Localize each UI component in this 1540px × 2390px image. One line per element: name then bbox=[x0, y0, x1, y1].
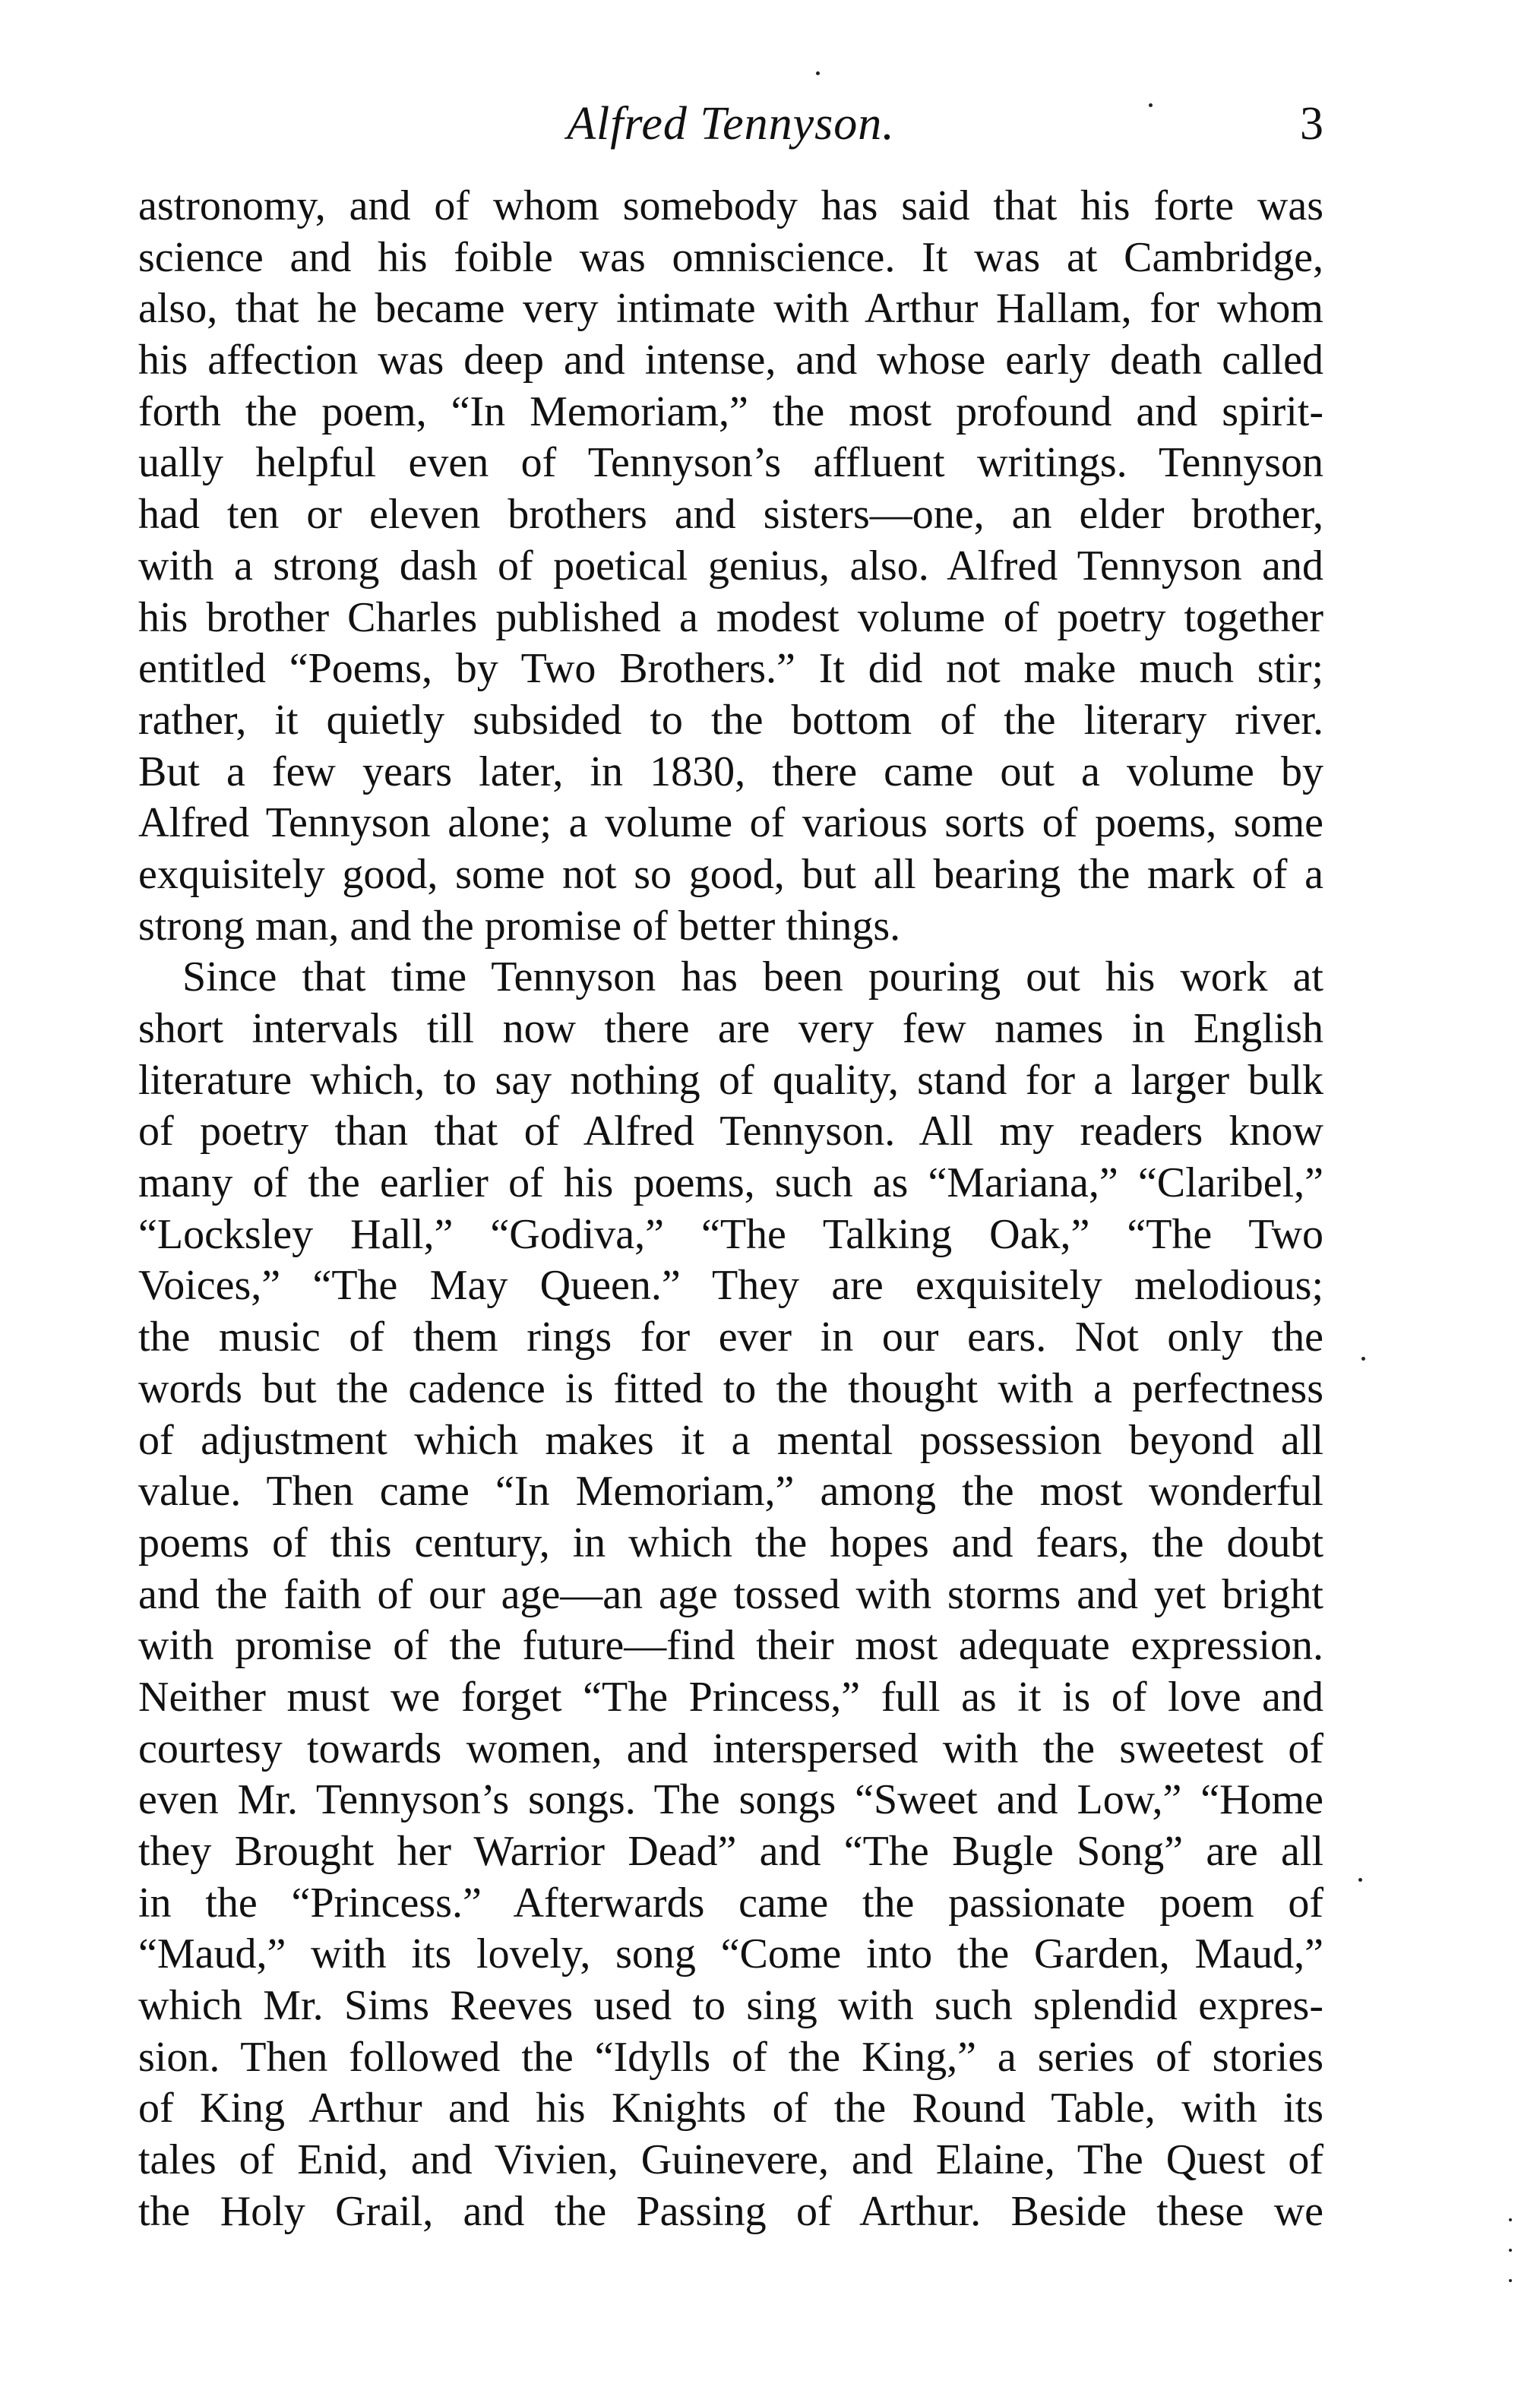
text-line: Neither must we forget “The Princess,” full as it is of love and bbox=[138, 1673, 1323, 1721]
text-line: strong man, and the promise of better things. bbox=[138, 902, 901, 950]
text-line: poems of this century, in which the hopes and fears, the doubt bbox=[138, 1519, 1323, 1566]
text-line: his brother Charles published a modest volume of poetry together bbox=[138, 593, 1323, 641]
text-line: tales of Enid, and Vivien, Guinevere, and Elaine, The Quest of bbox=[138, 2136, 1323, 2184]
text-line: Since that time Tennyson has been pouring out his work at bbox=[182, 953, 1323, 1001]
text-line: astronomy, and of whom somebody has said that his forte was bbox=[138, 182, 1323, 229]
ink-speck bbox=[1149, 103, 1153, 107]
text-line: exquisitely good, some not so good, but all bearing the mark of a bbox=[138, 850, 1323, 898]
text-line: the music of them rings for ever in our ears. Not only the bbox=[138, 1314, 1323, 1361]
text-line: many of the earlier of his poems, such as “Mariana,” “Claribel,” bbox=[138, 1159, 1323, 1207]
ink-speck bbox=[1358, 1878, 1362, 1882]
text-line: ually helpful even of Tennyson’s affluent writings. Tennyson bbox=[138, 439, 1323, 487]
text-line: sion. Then followed the “Idylls of the King,” a series of stories bbox=[138, 2033, 1323, 2081]
text-line: courtesy towards women, and interspersed with the sweetest of bbox=[138, 1725, 1323, 1772]
text-line: of adjustment which makes it a mental possession beyond all bbox=[138, 1416, 1323, 1464]
text-line: in the “Princess.” Afterwards came the passionate poem of bbox=[138, 1879, 1323, 1927]
text-line: entitled “Poems, by Two Brothers.” It did not make much stir; bbox=[138, 645, 1323, 693]
text-line: his affection was deep and intense, and whose early death called bbox=[138, 337, 1323, 384]
text-line: of poetry than that of Alfred Tennyson. All my readers know bbox=[138, 1108, 1323, 1155]
running-title: Alfred Tennyson. bbox=[567, 98, 895, 150]
text-line: with promise of the future—find their most adequate expression. bbox=[138, 1622, 1323, 1670]
body-text bbox=[138, 181, 1323, 2238]
text-line: of King Arthur and his Knights of the Round Table, with its bbox=[138, 2085, 1323, 2132]
text-line: which Mr. Sims Reeves used to sing with such splendid expres- bbox=[138, 1982, 1323, 2030]
text-line: But a few years later, in 1830, there came out a volume by bbox=[138, 748, 1323, 795]
text-line: had ten or eleven brothers and sisters—one, an elder brother, bbox=[138, 491, 1323, 539]
ink-speck bbox=[1509, 2218, 1512, 2221]
text-line: words but the cadence is fitted to the thought with a perfectness bbox=[138, 1364, 1323, 1412]
ink-speck bbox=[816, 71, 820, 75]
ink-speck bbox=[1361, 1357, 1365, 1361]
text-line: Voices,” “The May Queen.” They are exquisitely melodious; bbox=[138, 1262, 1323, 1310]
text-line: also, that he became very intimate with Arthur Hallam, for whom bbox=[138, 285, 1323, 333]
text-line: value. Then came “In Memoriam,” among the most wonderful bbox=[138, 1468, 1323, 1516]
text-line: and the faith of our age—an age tossed with storms and yet bright bbox=[138, 1570, 1323, 1618]
text-line: forth the poem, “In Memoriam,” the most profound and spirit- bbox=[138, 387, 1323, 435]
ink-speck bbox=[1509, 2249, 1512, 2252]
text-line: rather, it quietly subsided to the bottom of the literary river. bbox=[138, 696, 1323, 744]
text-line: literature which, to say nothing of quality, stand for a larger bulk bbox=[138, 1056, 1323, 1104]
text-line: even Mr. Tennyson’s songs. The songs “Sweet and Low,” “Home bbox=[138, 1776, 1323, 1824]
text-line: science and his foible was omniscience. It was at Cambridge, bbox=[138, 233, 1323, 281]
text-line: they Brought her Warrior Dead” and “The Bugle Song” are all bbox=[138, 1828, 1323, 1875]
running-head bbox=[138, 90, 1323, 158]
text-line: short intervals till now there are very few names in English bbox=[138, 1005, 1323, 1052]
text-line: “Locksley Hall,” “Godiva,” “The Talking Oak,” “The Two bbox=[138, 1210, 1323, 1258]
text-line: the Holy Grail, and the Passing of Arthur. Beside these we bbox=[138, 2187, 1323, 2235]
page-number: 3 bbox=[1300, 98, 1323, 150]
text-line: Alfred Tennyson alone; a volume of various sorts of poems, some bbox=[138, 799, 1323, 847]
ink-speck bbox=[1509, 2279, 1512, 2282]
text-line: “Maud,” with its lovely, song “Come into the Garden, Maud,” bbox=[138, 1930, 1323, 1978]
text-line: with a strong dash of poetical genius, also. Alfred Tennyson and bbox=[138, 542, 1323, 590]
